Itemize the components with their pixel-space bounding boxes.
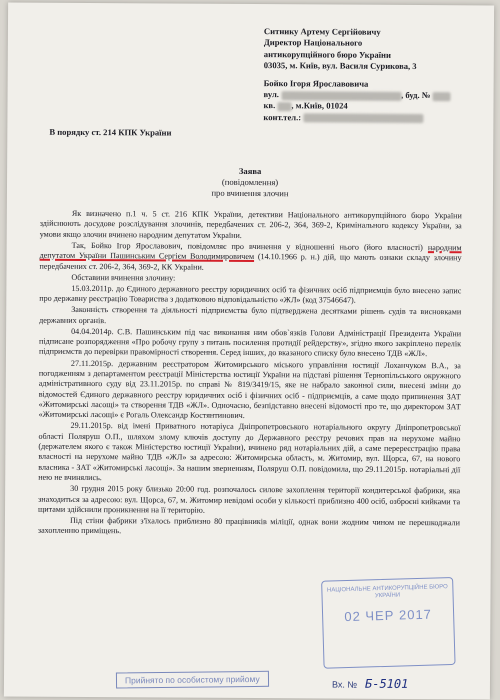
redacted-apt (277, 102, 291, 111)
paragraph: Як визначено п.1 ч. 5 ст. 216 КПК України, детективи Національного антикорупційного бюро України здійснюють досудове розслідування злочинів, передбачених ст. 206-2, 364, 369-2, Кримінального кодексу України, за умови якщо злочин вчинено народним депутатом України. (39, 208, 462, 240)
redacted-street (281, 91, 401, 101)
document-sheet (4, 3, 494, 700)
paragraph: Під стіни фабрики з'їхалось приблизно 80 працівників міліції, однак вони жодним чином не перешкоджали захопленню приміщень. (37, 516, 460, 536)
stamp-org: НАЦІОНАЛЬНЕ АНТИКОРУПЦІЙНЕ БЮРО УКРАЇНИ (326, 584, 448, 600)
doc-subject: про вчинення злочин (211, 187, 289, 199)
document-body (38, 209, 462, 540)
paragraph: 30 грудня 2015 року близько 20:00 год. розпочалось силове захоплення території кондитерської фабрики, яка знаходиться за адресою: вул. Щорса, 67, м. Житомир невідомі особи у кількості приблизно 400 осіб, озброєні кийками та щитами здійснили проникнення на її територію. (38, 484, 461, 515)
sender-city: кв. , м.Київ, 01024 (263, 100, 348, 112)
address-block (263, 26, 489, 125)
received-stamp: Прийнято по особистому прийому (116, 671, 269, 689)
addressee-name: Ситнику Артему Сергійовичу (263, 26, 381, 37)
paragraph: Так, Бойко Ігор Ярославович, повідомляє про вчинення у відношенні нього (його власності) народним депутатом України Пашинським Сергієм Володимировичем (14.10.1966 р. н.) дій, що мають ознаки складу злочину передбачених ст. 206-2, 364, 369-2, КК України. (39, 240, 462, 272)
redacted-phone (303, 114, 423, 124)
registration-stamp (321, 577, 455, 669)
doc-subtitle: (повідомлення) (221, 176, 279, 188)
paragraph: Законність створення та діяльності підприємства було підтверджена десятками рішень судів та висновками державних органів. (39, 305, 462, 325)
order-line: В порядку ст. 214 КПК України (49, 126, 172, 138)
paragraph: 29.11.2015р. від імені Приватного нотаріуса Дніпропетровського нотаріального округу Дніпропетровської області Поляруш О.П., шляхом злому ключів доступу до Державного реєстру речових прав на нерухоме майно (держателем якого є також Міністерство юстиції України), вчинено ряд нотаріальних дій, а саме перереєстрацію права власності на нерухоме майно ТДВ «ЖЛ» за адресою: Житомирська область, м. Житомир, вул. Щорса, 67, на нового власника - ЗАТ «Житомирські ласощі». За нашим зверненням, Поляруш О.П. повідомила, що 29.11.2015р. нотаріальні дії нею не вчинялись. (38, 421, 461, 483)
paragraph: 04.04.2014р. С.В. Пашинським під час виконання ним обов`язків Голови Адміністрації Президента України підписане розпорядження «Про робочу групу з питань посилення протидії рейдерству», згідно якого закріплено перелік підприємств до перевірки правомірності створення. Серед інших, до вказаного списку було внесено ТДВ «ЖЛ». (38, 326, 462, 359)
sender-name: Бойко Ігоря Ярославовича (263, 77, 369, 89)
addressee-address: 03035, м. Київ, вул. Василя Сурикова, 3 (263, 60, 417, 72)
paragraph: 27.11.2015р. державним реєстратором Житомирського міського управління юстиції Лоханчуком В.А., за погодженням з департаментом реєстрації Міністерства юстиції України на підставі рішення Тернопільського окружного адміністративного суду від 23.11.2015р. по справі № 819/3419/15, яке не набрало законної сили, внесені зміни до відомостей Єдиного державного реєстру юридичних осіб і фізичних осіб - підприємців, а саме щодо припинення ЗАТ «Житомирські ласощі» та створення ТДВ «ЖЛ». Одночасно, безпідставно внесені відомості про те, що директором ЗАТ «Житомирські ласощі» є Рогаль Олександр Костянтинович. (38, 358, 461, 421)
sender-street: вул. , буд. № (264, 89, 489, 102)
stamp-date: 02 ЧЕР 2017 (344, 606, 433, 625)
doc-title: Заява (238, 165, 262, 177)
underlined-name: народним депутатом України Пашинським Сергієм Володимировичем (39, 242, 462, 262)
paragraph: Обставини вчинення злочину: (71, 272, 176, 283)
incoming-number: Вх. № Б-5101 (331, 676, 409, 691)
addressee-org: антикорупційного бюро України (263, 48, 391, 60)
redacted-building (433, 92, 451, 101)
addressee-title: Директор Національного (263, 37, 363, 49)
sender-contact: конт.тел.: (263, 112, 488, 125)
paragraph: 15.03.2011р. до Єдиного державного реєстру юридичних осіб та фізичних осіб підприємців було внесено запис про державну реєстрацію Товариства з додатковою відповідальністю «ЖЛ» (код 37546647). (39, 283, 462, 305)
